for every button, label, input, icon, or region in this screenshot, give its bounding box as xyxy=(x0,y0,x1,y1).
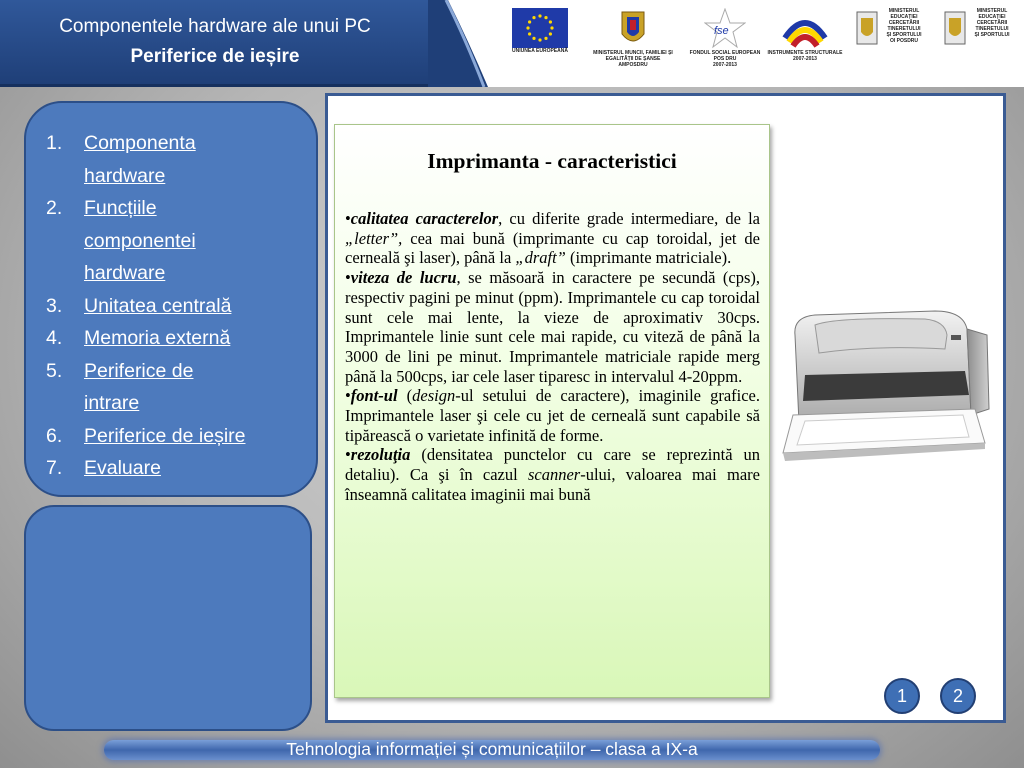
navigation-panel xyxy=(24,101,318,497)
laser-printer-icon xyxy=(775,305,995,470)
nav-item-periferice-iesire[interactable]: 6. Periferice de ieșire xyxy=(46,420,296,453)
eu-star xyxy=(544,16,547,19)
card-body xyxy=(345,209,760,505)
text-card xyxy=(334,124,770,698)
svg-text:fse: fse xyxy=(714,25,729,37)
card-title: Imprimanta - caracteristici xyxy=(427,149,677,173)
eu-flag-icon xyxy=(512,8,568,48)
paragraph-font: •font-ul (design-ul setului de caractere), imaginile grafice. Imprimantele laser şi cele cu jet de cerneală sunt capabile să tipărească o varietate infinită de forme. xyxy=(345,386,760,445)
footer-bar xyxy=(104,740,880,760)
footer-text: Tehnologia informației și comunicațiilor – clasa a IX-a xyxy=(286,739,698,759)
eu-star xyxy=(544,37,547,40)
logo-eu: UNIUNEA EUROPEANĂ xyxy=(510,8,570,54)
eu-star xyxy=(549,20,552,23)
eu-star xyxy=(528,20,531,23)
nav-link-functiile[interactable]: Funcțiile componentei hardware xyxy=(84,197,196,284)
structural-instruments-icon xyxy=(781,8,829,50)
eu-star xyxy=(532,37,535,40)
nav-link-evaluare[interactable]: Evaluare xyxy=(84,457,161,479)
paragraph-calitatea: •calitatea caracterelor, cu diferite grade intermediare, de la „letter”, cea mai bună (imprimante cu cap toroidal, jet de cerneală şi laser), până la „draft” (imprimante matriciale). xyxy=(345,209,760,268)
nav-link-periferice-intrare[interactable]: Periferice de intrare xyxy=(84,359,194,414)
nav-item-periferice-intrare[interactable]: 5. Periferice de intrare xyxy=(46,355,296,420)
eu-star xyxy=(532,16,535,19)
nav-link-unitatea-centrala[interactable]: Unitatea centrală xyxy=(84,294,232,317)
nav-item-memoria-externa[interactable]: 4. Memoria externă xyxy=(46,322,296,355)
page-title: Componentele hardware ale unui PC xyxy=(59,16,371,37)
logo-education-ministry-1: MINISTERUL EDUCAȚIEI CERCETĂRII TINERETULUI ȘI SPORTULUI OI POSDRU xyxy=(855,8,935,48)
logo-ministry-labour: MINISTERUL MUNCII, FAMILIEI ȘI EGALITĂȚII DE ȘANSE AMPOSDRU xyxy=(588,8,678,68)
page-subtitle: Periferice de ieșire xyxy=(130,46,300,67)
header xyxy=(0,0,1024,87)
paragraph-rezolutia: •rezoluţia (densitatea punctelor cu care se reprezintă un detaliu). Ca şi în cazul scanner-ului, valoarea mai mare înseamnă calitatea imaginii mai bună xyxy=(345,445,760,504)
eu-star xyxy=(538,14,541,17)
education-ministry-crest-icon xyxy=(943,8,967,48)
nav-link-componenta-hardware[interactable]: Componenta hardware xyxy=(84,132,196,187)
eu-star xyxy=(538,38,541,41)
logo-education-ministry-2: MINISTERUL EDUCAȚIEI CERCETĂRII TINERETULUI ȘI SPORTULUI xyxy=(943,8,1023,48)
education-ministry-crest-icon xyxy=(855,8,879,48)
logo-fse: fse FONDUL SOCIAL EUROPEAN POS DRU 2007-2013 xyxy=(680,8,770,68)
eu-star xyxy=(549,32,552,35)
eu-star xyxy=(528,32,531,35)
page-button-2[interactable]: 2 xyxy=(940,678,976,714)
nav-item-functiile[interactable]: 2. Funcțiile componentei hardware xyxy=(46,192,296,290)
logo-structural-instruments: INSTRUMENTE STRUCTURALE 2007-2013 xyxy=(760,8,850,62)
page-button-1[interactable]: 1 xyxy=(884,678,920,714)
eu-star xyxy=(526,26,529,29)
ministry-coat-of-arms-icon xyxy=(618,8,648,50)
nav-link-memoria-externa[interactable]: Memoria externă xyxy=(84,327,231,349)
nav-list xyxy=(26,103,316,485)
eu-star xyxy=(550,26,553,29)
title-box xyxy=(0,0,430,87)
nav-item-evaluare[interactable]: 7. Evaluare xyxy=(46,452,296,485)
paragraph-viteza: •viteza de lucru, se măsoară in caractere pe secundă (cps), respectiv pagini pe minut (ppm). Imprimantele cu cap toroidal sunt cele mai lente, la vieze de aproximativ 30cps. Imprimantele linie sunt cele mai rapide, cu viteză de până la 3000 de lini pe minut. Imprimantele matriciale rapide merg până la 500cps, iar cele laser tiparesc in intervalul 4-20ppm. xyxy=(345,268,760,386)
empty-blue-panel xyxy=(24,505,312,731)
sponsor-logos xyxy=(470,8,1024,80)
nav-item-unitatea-centrala[interactable]: 3. Unitatea centrală xyxy=(46,290,296,323)
nav-item-componenta-hardware[interactable]: 1. Componenta hardware xyxy=(46,127,296,192)
nav-link-periferice-iesire[interactable]: Periferice de ieșire xyxy=(84,424,246,447)
fse-logo-icon xyxy=(704,8,746,50)
